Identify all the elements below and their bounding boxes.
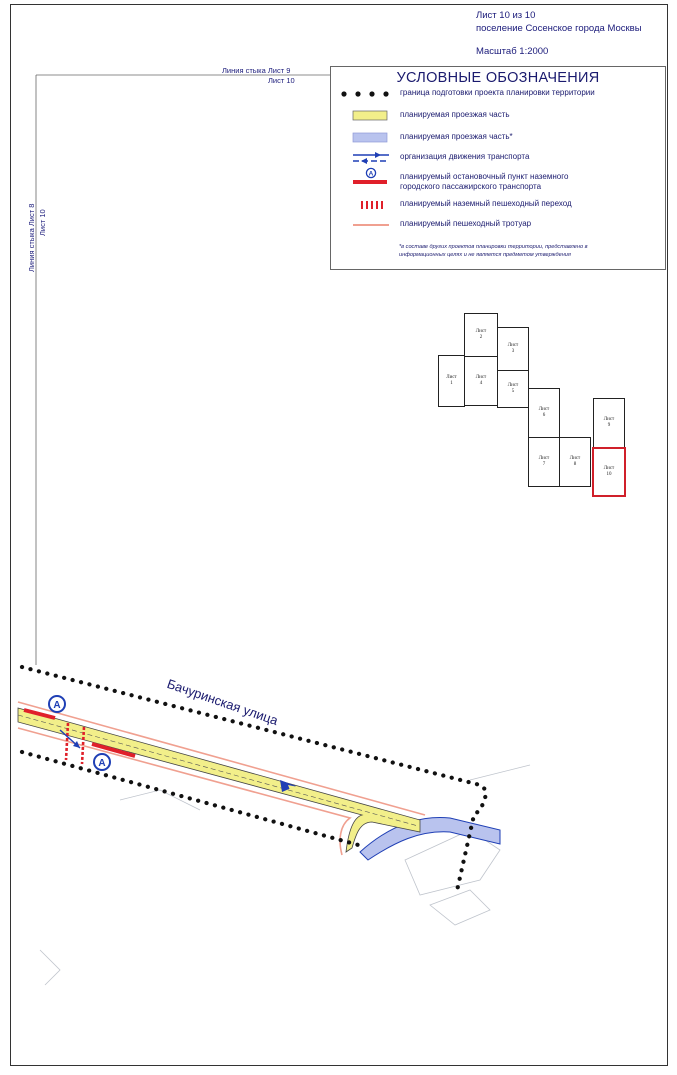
sheet-info: Лист 10 из 10 (476, 10, 536, 21)
sheet-index-9: Лист 9 (593, 398, 625, 448)
legend-label: планируемая проезжая часть (400, 110, 510, 119)
sheet-index-3: Лист 3 (497, 327, 529, 371)
sheet-index-8: Лист 8 (559, 437, 591, 487)
legend-label: планируемый пешеходный тротуар (400, 219, 532, 228)
scale-label: Масштаб 1:2000 (476, 46, 549, 57)
sheet-index-4: Лист 4 (464, 356, 498, 406)
svg-text:A: A (98, 758, 106, 769)
sheet-index-1: Лист 1 (438, 355, 465, 407)
street-name-label: Бачуринская улица (165, 676, 281, 729)
yellow-road (18, 708, 420, 852)
join-sheet-left: Лист 10 (38, 209, 47, 236)
sheet-index-6: Лист 6 (528, 388, 560, 438)
legend-note: *в составе других проектов планировки территории, представлено в информационных целях и не является предметом утверждения (399, 244, 588, 258)
join-label-left: Линия стыка Лист 8 (27, 203, 36, 272)
sheet-index-10-current: Лист 10 (592, 447, 626, 497)
sheet-index-2: Лист 2 (464, 313, 498, 357)
legend-title: УСЛОВНЫЕ ОБОЗНАЧЕНИЯ (396, 70, 600, 86)
join-sheet-top: Лист 10 (268, 76, 295, 85)
svg-text:A: A (368, 170, 374, 178)
legend-label: планируемый наземный пешеходный переход (400, 199, 572, 208)
sheet-index-5: Лист 5 (497, 370, 529, 408)
bus-stop-marker-east (94, 754, 110, 770)
terrain-contours (40, 765, 530, 985)
settlement-label: поселение Сосенское города Москвы (476, 23, 642, 34)
bus-stop-marker-west (49, 696, 65, 712)
svg-text:A: A (53, 700, 61, 711)
legend-label: планируемая проезжая часть* (400, 132, 513, 141)
legend-label: планируемый остановочный пункт наземного городского пассажирского транспорта (400, 172, 569, 191)
join-label-top: Линия стыка Лист 9 (222, 66, 291, 75)
legend-label: организация движения транспорта (400, 152, 530, 161)
sheet-index-7: Лист 7 (528, 437, 560, 487)
sidewalk-north (18, 702, 425, 815)
legend-label: граница подготовки проекта планировки территории (400, 88, 595, 97)
